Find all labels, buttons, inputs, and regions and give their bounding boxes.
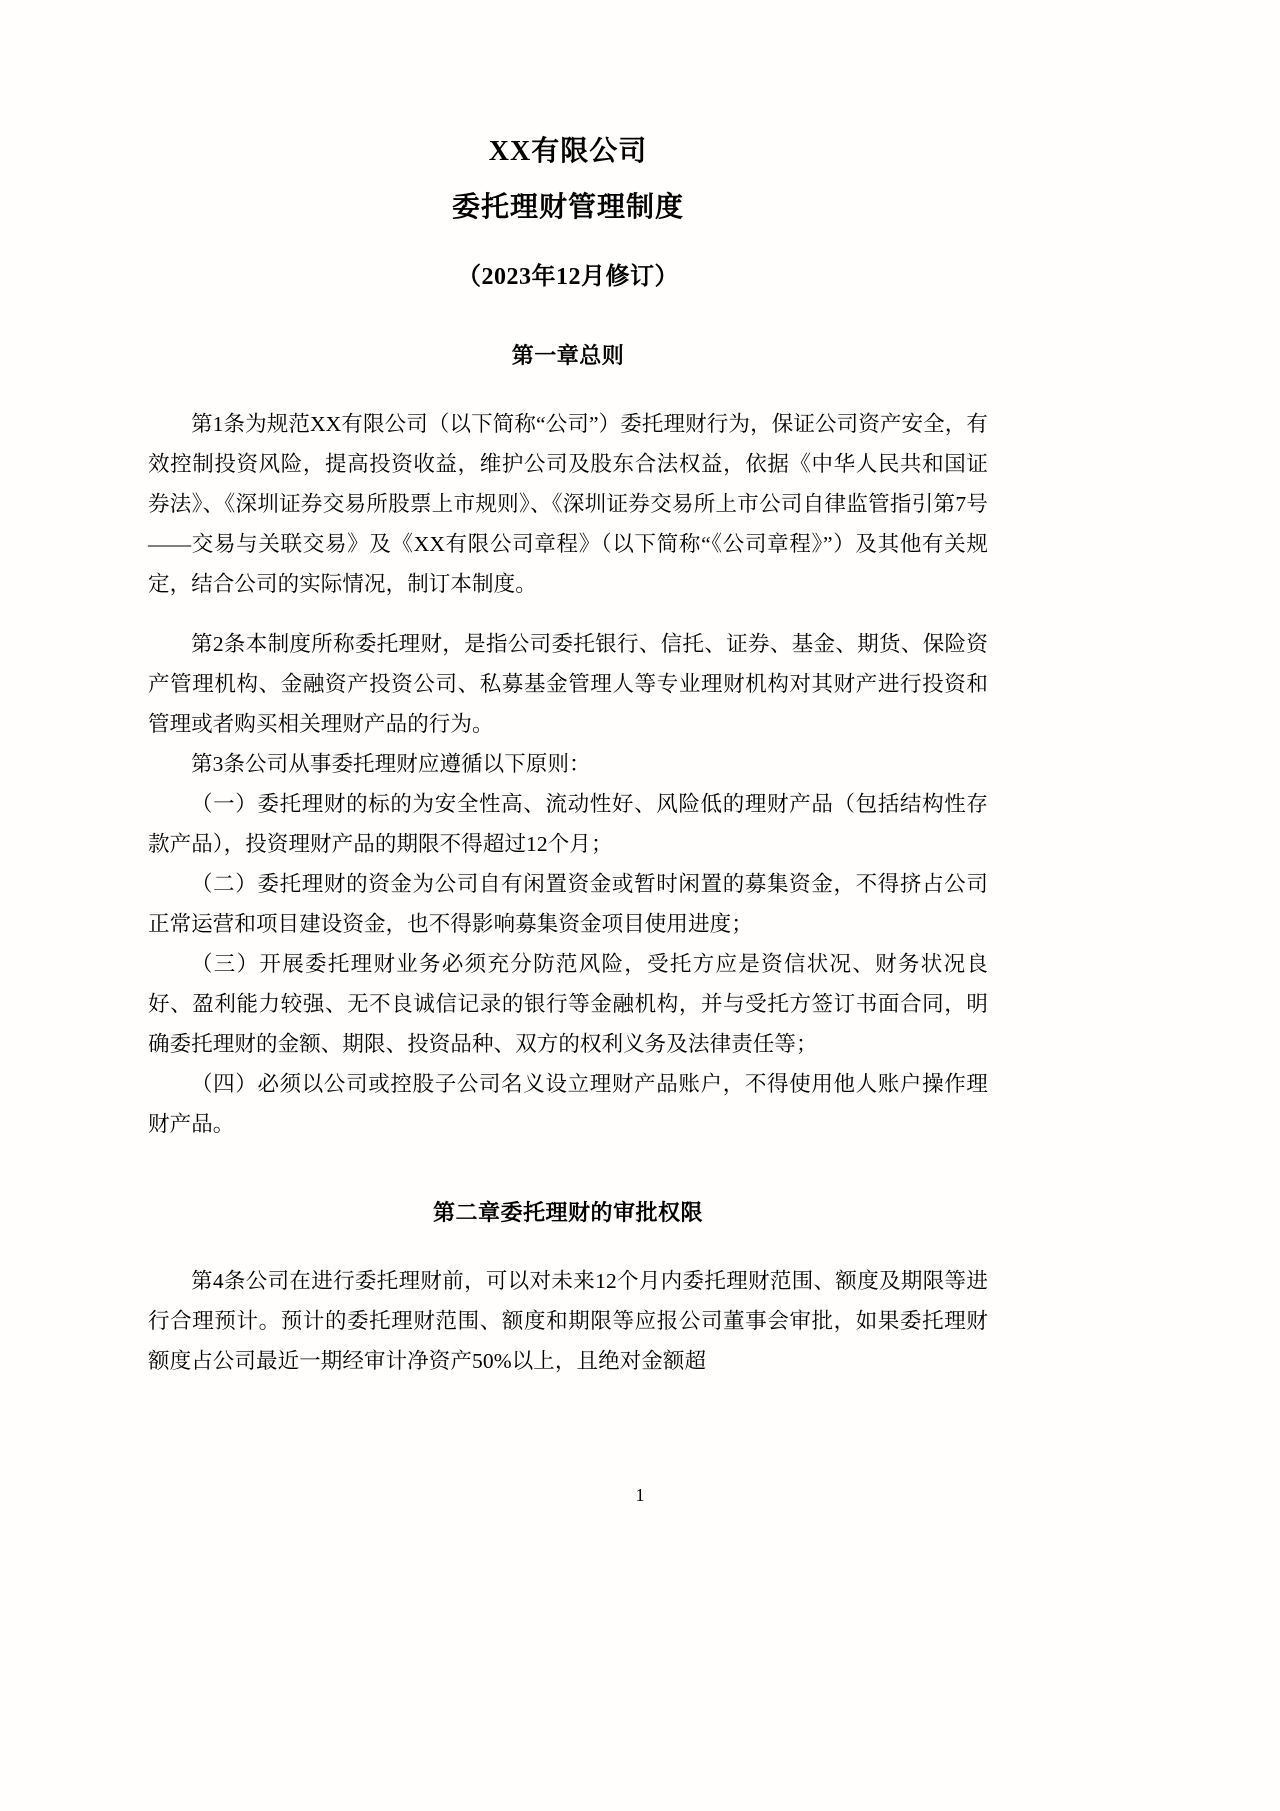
chapter-heading-2: 第二章委托理财的审批权限 [432,1200,703,1225]
paragraph-article-3-item-4: （四）必须以公司或控股子公司名义设立理财产品账户，不得使用他人账户操作理财产品。 [148,1072,988,1136]
document-subtitle: （2023年12月修订） [457,264,679,290]
page-number: 1 [635,1485,645,1505]
document-title-line-2: 委托理财管理制度 [451,192,684,223]
paragraph-article-1: 第1条为规范XX有限公司（以下简称“公司”）委托理财行为，保证公司资产安全，有效控制投资风险，提高投资收益，维护公司及股东合法权益，依据《中华人民共和国证券法》、《深圳证券交易所股票上市规则》、《深圳证券交易所上市公司自律监管指引第7号——交易与关联交易》及《XX有限公司章程》（以下简称“《公司章程》”）及其他有关规定，结合公司的实际情况，制订本制度。 [148,412,988,596]
paragraph-article-3-item-2: （二）委托理财的资金为公司自有闲置资金或暂时闲置的募集资金，不得挤占公司正常运营和项目建设资金，也不得影响募集资金项目使用进度； [148,872,988,936]
paragraph-article-3: 第3条公司从事委托理财应遵循以下原则： [191,752,591,776]
paragraph-article-4: 第4条公司在进行委托理财前，可以对未来12个月内委托理财范围、额度及期限等进行合理预计。预计的委托理财范围、额度和期限等应报公司董事会审批，如果委托理财额度占公司最近一期经审计净资产50%以上，且绝对金额超 [148,1269,988,1373]
document-body [148,0,988,1381]
paragraph-article-2: 第2条本制度所称委托理财，是指公司委托银行、信托、证券、基金、期货、保险资产管理机构、金融资产投资公司、私募基金管理人等专业理财机构对其财产进行投资和管理或者购买相关理财产品的行为。 [148,632,988,736]
chapter-heading-1: 第一章总则 [511,343,625,368]
paragraph-article-3-item-1: （一）委托理财的标的为安全性高、流动性好、风险低的理财产品（包括结构性存款产品），投资理财产品的期限不得超过12个月； [148,792,988,856]
paragraph-article-3-item-3: （三）开展委托理财业务必须充分防范风险，受托方应是资信状况、财务状况良好、盈利能力较强、无不良诚信记录的银行等金融机构，并与受托方签订书面合同，明确委托理财的金额、期限、投资品种、双方的权利义务及法律责任等； [148,952,988,1056]
document-title-line-1: XX有限公司 [488,136,648,167]
